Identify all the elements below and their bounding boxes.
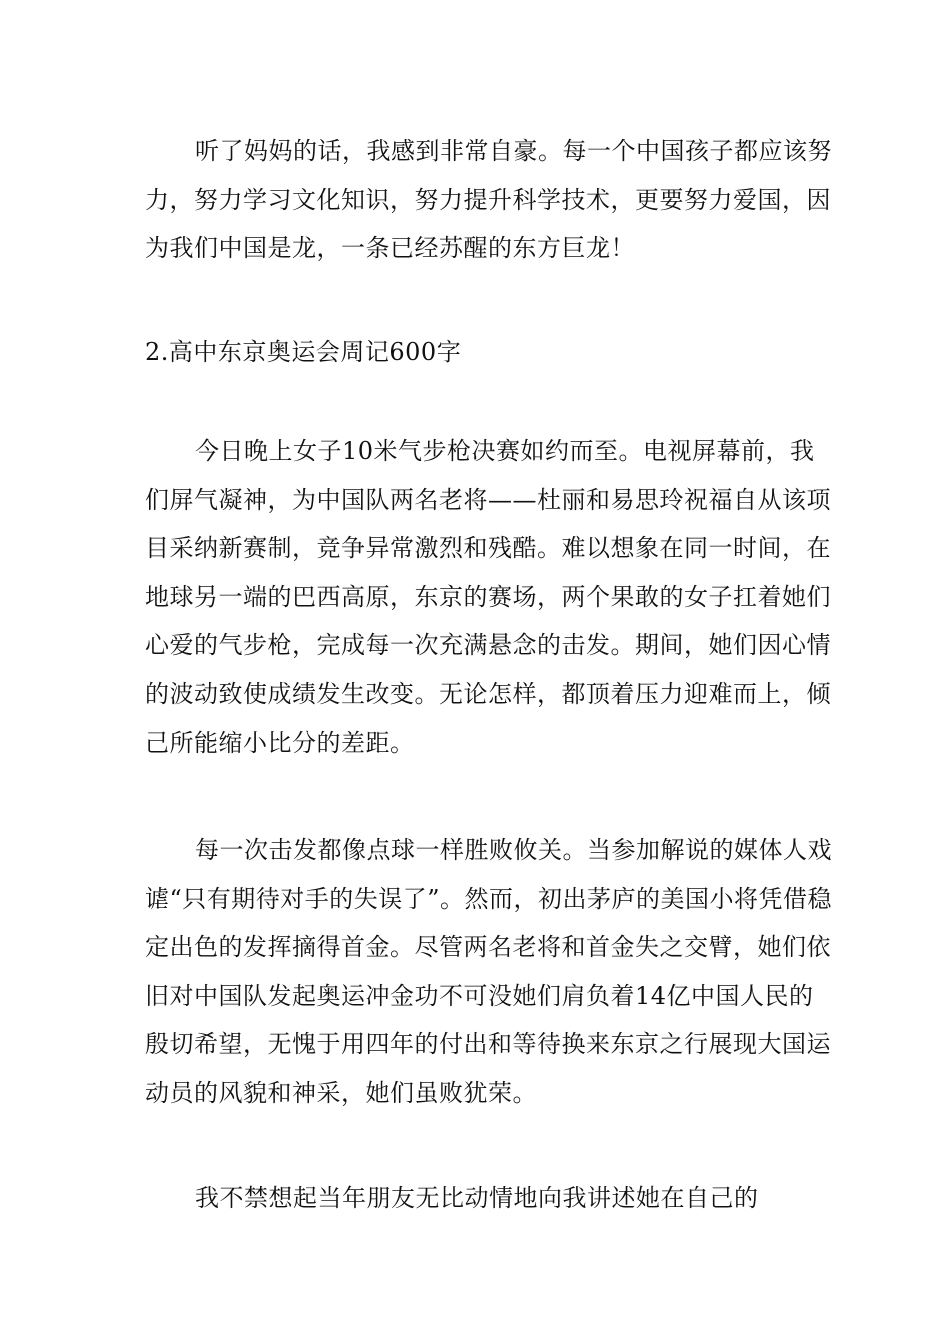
paragraph-every-shot: 每一次击发都像点球一样胜败攸关。当参加解说的媒体人戏谑“只有期待对手的失误了”。然而，初出茅庐的美国小将凭借稳定出色的发挥摘得首金。尽管两名老将和首金失之交臂，她们依旧对中国队发起奥运冲金功不可没她们肩负着14亿中国人民的殷切希望，无愧于用四年的付出和等待换来东京之行展现大国运动员的风貌和神采，她们虽败犹荣。	[145, 836, 833, 1107]
paragraph-proud-of-china: 听了妈妈的话，我感到非常自豪。每一个中国孩子都应该努力，努力学习文化知识，努力提升科学技术，更要努力爱国，因为我们中国是龙，一条已经苏醒的东方巨龙！	[145, 137, 832, 263]
section-heading-tokyo-olympics: 2.高中东京奥运会周记600字	[145, 338, 462, 366]
paragraph-air-rifle-final: 今日晚上女子10米气步枪决赛如约而至。电视屏幕前，我们屏气凝神，为中国队两名老将——杜丽和易思玲祝福自从该项目采纳新赛制，竞争异常激烈和残酷。难以想象在同一时间，在地球另一端的巴西高原，东京的赛场，两个果敢的女子扛着她们心爱的气步枪，完成每一次充满悬念的击发。期间，她们因心情的波动致使成绩发生改变。无论怎样，都顶着压力迎难而上，倾己所能缩小比分的差距。	[145, 437, 831, 757]
paragraph-friend-memory: 我不禁想起当年朋友无比动情地向我讲述她在自己的	[195, 1184, 759, 1212]
